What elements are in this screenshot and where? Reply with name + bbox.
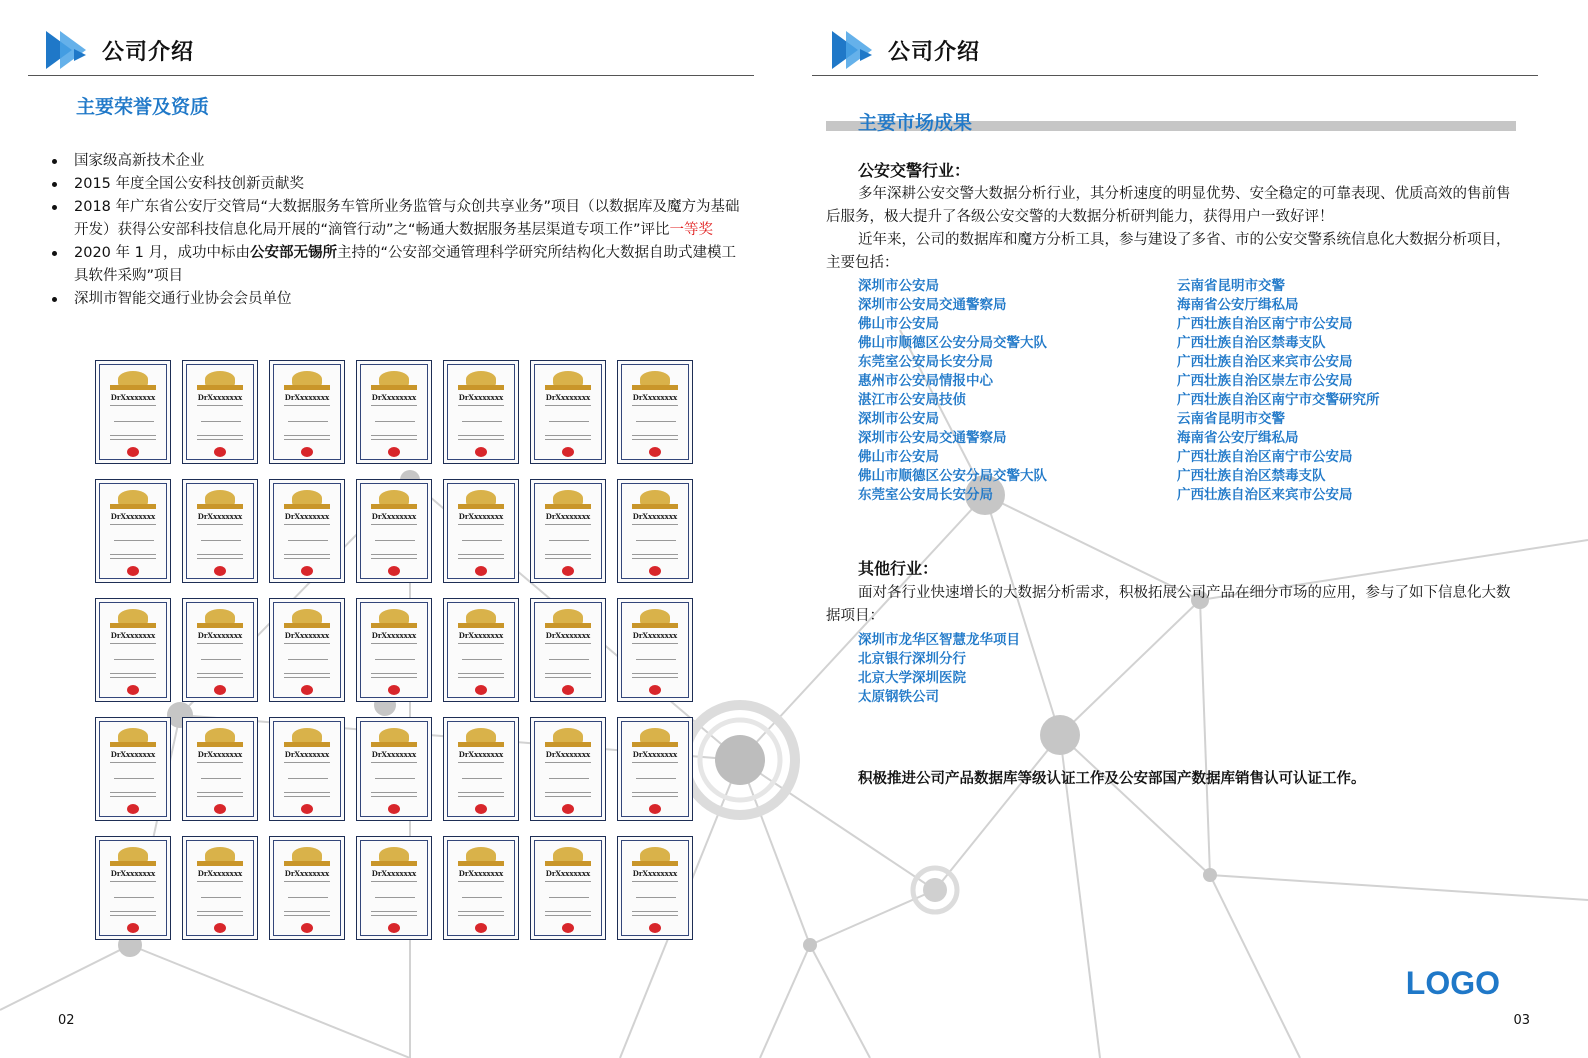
ribbon-icon <box>458 385 504 390</box>
list-item: 广西壮族自治区南宁市公安局 <box>1177 449 1353 465</box>
red-seal-icon <box>649 566 661 576</box>
ribbon-icon <box>110 623 156 628</box>
certificate-thumbnail <box>617 479 693 583</box>
certificate-grid <box>95 360 695 940</box>
right-page <box>794 0 1588 1058</box>
ribbon-icon <box>545 385 591 390</box>
ribbon-icon <box>545 742 591 747</box>
ribbon-icon <box>632 861 678 866</box>
red-seal-icon <box>214 447 226 457</box>
section-title-honors: 主要荣誉及资质 <box>76 96 210 118</box>
closing-statement: 积极推进公司产品数据库等级认证工作及公安部国产数据库销售认可认证工作。 <box>858 771 1366 787</box>
red-seal-icon <box>388 566 400 576</box>
ribbon-icon <box>632 504 678 509</box>
other-heading: 其他行业： <box>858 559 939 578</box>
certificate-thumbnail <box>443 717 519 821</box>
red-seal-icon <box>562 804 574 814</box>
red-seal-icon <box>301 685 313 695</box>
certificate-thumbnail <box>182 479 258 583</box>
ribbon-icon <box>284 385 330 390</box>
red-seal-icon <box>127 804 139 814</box>
certificate-name: DrXxxxxxxx <box>197 512 243 521</box>
police-client-list-left <box>858 277 1047 505</box>
certificate-thumbnail <box>182 717 258 821</box>
certificate-name: DrXxxxxxxx <box>110 631 156 640</box>
certificate-thumbnail <box>617 717 693 821</box>
list-item: 广西壮族自治区南宁市公安局 <box>1177 316 1353 332</box>
certificate-thumbnail <box>356 479 432 583</box>
certificate-thumbnail <box>530 598 606 702</box>
award-highlight: 一等奖 <box>669 222 714 238</box>
list-item: 云南省昆明市交警 <box>1177 411 1285 427</box>
list-item: 云南省昆明市交警 <box>1177 278 1285 294</box>
page-number-left: 02 <box>58 1013 75 1028</box>
list-item: 佛山市公安局 <box>858 449 939 465</box>
ribbon-icon <box>371 742 417 747</box>
list-item: 海南省公安厅缉私局 <box>1177 430 1299 446</box>
red-seal-icon <box>562 685 574 695</box>
honor-item: 2015 年度全国公安科技创新贡献奖 <box>50 173 740 196</box>
certificate-thumbnail <box>269 836 345 940</box>
certificate-thumbnail <box>617 836 693 940</box>
red-seal-icon <box>475 685 487 695</box>
ribbon-icon <box>545 623 591 628</box>
play-arrow-logo-icon <box>46 31 90 69</box>
certificate-thumbnail <box>356 360 432 464</box>
header-divider <box>28 75 754 76</box>
ribbon-icon <box>632 623 678 628</box>
certificate-name: DrXxxxxxxx <box>545 512 591 521</box>
list-item: 湛江市公安局技侦 <box>858 392 966 408</box>
bold-highlight: 公安部无锡所 <box>249 245 337 261</box>
certificate-thumbnail <box>617 360 693 464</box>
red-seal-icon <box>214 566 226 576</box>
certificate-thumbnail <box>356 598 432 702</box>
ribbon-icon <box>545 504 591 509</box>
list-item: 东莞室公安局长安分局 <box>858 487 993 503</box>
list-item: 广西壮族自治区南宁市交警研究所 <box>1177 392 1380 408</box>
company-logo: LOGO <box>1405 965 1500 1001</box>
list-item: 广西壮族自治区来宾市公安局 <box>1177 354 1353 370</box>
honors-list <box>50 150 740 311</box>
certificate-name: DrXxxxxxxx <box>284 750 330 759</box>
list-item: 广西壮族自治区禁毒支队 <box>1177 468 1326 484</box>
other-client-list <box>858 631 1020 707</box>
ribbon-icon <box>632 742 678 747</box>
list-item: 北京大学深圳医院 <box>858 670 966 686</box>
certificate-thumbnail <box>356 836 432 940</box>
certificate-name: DrXxxxxxxx <box>284 869 330 878</box>
ribbon-icon <box>110 504 156 509</box>
red-seal-icon <box>301 923 313 933</box>
red-seal-icon <box>214 804 226 814</box>
red-seal-icon <box>562 923 574 933</box>
certificate-thumbnail <box>182 360 258 464</box>
red-seal-icon <box>127 566 139 576</box>
list-item: 佛山市顺德区公安分局交警大队 <box>858 335 1047 351</box>
certificate-name: DrXxxxxxxx <box>284 393 330 402</box>
certificate-name: DrXxxxxxxx <box>197 631 243 640</box>
certificate-name: DrXxxxxxxx <box>110 869 156 878</box>
red-seal-icon <box>475 804 487 814</box>
ribbon-icon <box>371 861 417 866</box>
red-seal-icon <box>475 923 487 933</box>
red-seal-icon <box>127 923 139 933</box>
certificate-thumbnail <box>443 598 519 702</box>
ribbon-icon <box>458 623 504 628</box>
red-seal-icon <box>388 804 400 814</box>
certificate-name: DrXxxxxxxx <box>632 750 678 759</box>
certificate-name: DrXxxxxxxx <box>197 869 243 878</box>
certificate-thumbnail <box>95 598 171 702</box>
certificate-name: DrXxxxxxxx <box>371 750 417 759</box>
ribbon-icon <box>197 504 243 509</box>
honor-item: 国家级高新技术企业 <box>50 150 740 173</box>
red-seal-icon <box>127 685 139 695</box>
list-item: 佛山市顺德区公安分局交警大队 <box>858 468 1047 484</box>
honor-item: 2020 年 1 月，成功中标由公安部无锡所主持的“公安部交通管理科学研究所结构化大数据自助式建模工具软件采购”项目 <box>50 242 740 288</box>
certificate-thumbnail <box>95 717 171 821</box>
certificate-name: DrXxxxxxxx <box>545 393 591 402</box>
police-paragraph-2: 近年来，公司的数据库和魔方分析工具，参与建设了多省、市的公安交警系统信息化大数据分析项目，主要包括： <box>826 232 1511 271</box>
certificate-thumbnail <box>530 479 606 583</box>
ribbon-icon <box>371 385 417 390</box>
certificate-thumbnail <box>617 598 693 702</box>
list-item: 太原钢铁公司 <box>858 689 939 705</box>
header-divider <box>812 75 1538 76</box>
red-seal-icon <box>475 566 487 576</box>
certificate-name: DrXxxxxxxx <box>284 512 330 521</box>
certificate-thumbnail <box>443 479 519 583</box>
certificate-name: DrXxxxxxxx <box>545 750 591 759</box>
certificate-name: DrXxxxxxxx <box>632 393 678 402</box>
ribbon-icon <box>632 385 678 390</box>
red-seal-icon <box>214 685 226 695</box>
section-title-market: 主要市场成果 <box>858 112 973 134</box>
list-item: 深圳市公安局 <box>858 411 939 427</box>
certificate-name: DrXxxxxxxx <box>545 869 591 878</box>
left-header <box>46 30 194 70</box>
red-seal-icon <box>388 447 400 457</box>
certificate-thumbnail <box>182 836 258 940</box>
certificate-thumbnail <box>530 360 606 464</box>
certificate-thumbnail <box>269 479 345 583</box>
list-item: 深圳市公安局交通警察局 <box>858 430 1007 446</box>
certificate-name: DrXxxxxxxx <box>371 631 417 640</box>
certificate-thumbnail <box>356 717 432 821</box>
certificate-name: DrXxxxxxxx <box>371 393 417 402</box>
certificate-thumbnail <box>95 479 171 583</box>
other-paragraph: 面对各行业快速增长的大数据分析需求，积极拓展公司产品在细分市场的应用，参与了如下信息化大数据项目： <box>826 585 1511 624</box>
ribbon-icon <box>284 623 330 628</box>
ribbon-icon <box>197 742 243 747</box>
certificate-name: DrXxxxxxxx <box>545 631 591 640</box>
ribbon-icon <box>458 742 504 747</box>
certificate-name: DrXxxxxxxx <box>632 869 678 878</box>
certificate-thumbnail <box>269 598 345 702</box>
police-heading: 公安交警行业： <box>858 161 971 180</box>
red-seal-icon <box>649 923 661 933</box>
certificate-name: DrXxxxxxxx <box>371 512 417 521</box>
ribbon-icon <box>197 861 243 866</box>
certificate-name: DrXxxxxxxx <box>458 750 504 759</box>
certificate-name: DrXxxxxxxx <box>632 631 678 640</box>
certificate-name: DrXxxxxxxx <box>110 512 156 521</box>
certificate-thumbnail <box>443 836 519 940</box>
list-item: 深圳市公安局交通警察局 <box>858 297 1007 313</box>
play-arrow-logo-icon <box>832 31 876 69</box>
list-item: 惠州市公安局情报中心 <box>858 373 993 389</box>
red-seal-icon <box>301 804 313 814</box>
red-seal-icon <box>301 566 313 576</box>
red-seal-icon <box>388 685 400 695</box>
certificate-name: DrXxxxxxxx <box>371 869 417 878</box>
certificate-thumbnail <box>95 360 171 464</box>
red-seal-icon <box>562 447 574 457</box>
list-item: 深圳市龙华区智慧龙华项目 <box>858 632 1020 648</box>
page-number-right: 03 <box>1513 1013 1530 1028</box>
honor-item: 深圳市智能交通行业协会会员单位 <box>50 288 740 311</box>
certificate-name: DrXxxxxxxx <box>197 750 243 759</box>
list-item: 广西壮族自治区崇左市公安局 <box>1177 373 1353 389</box>
list-item: 佛山市公安局 <box>858 316 939 332</box>
red-seal-icon <box>214 923 226 933</box>
honor-item: 2018 年广东省公安厅交管局“大数据服务车管所业务监管与众创共享业务”项目（以数据库及魔方为基础开发）获得公安部科技信息化局开展的“滴管行动”之“畅通大数据服务基层渠道专项工作”评比一等奖 <box>50 196 740 242</box>
red-seal-icon <box>649 447 661 457</box>
certificate-name: DrXxxxxxxx <box>197 393 243 402</box>
ribbon-icon <box>545 861 591 866</box>
red-seal-icon <box>388 923 400 933</box>
certificate-thumbnail <box>530 836 606 940</box>
ribbon-icon <box>371 504 417 509</box>
ribbon-icon <box>110 385 156 390</box>
certificate-name: DrXxxxxxxx <box>458 631 504 640</box>
list-item: 北京银行深圳分行 <box>858 651 966 667</box>
certificate-name: DrXxxxxxxx <box>458 512 504 521</box>
ribbon-icon <box>458 504 504 509</box>
certificate-name: DrXxxxxxxx <box>110 750 156 759</box>
certificate-thumbnail <box>269 360 345 464</box>
page-title: 公司介绍 <box>102 39 195 65</box>
certificate-thumbnail <box>443 360 519 464</box>
certificate-thumbnail <box>182 598 258 702</box>
list-item: 深圳市公安局 <box>858 278 939 294</box>
red-seal-icon <box>301 447 313 457</box>
ribbon-icon <box>458 861 504 866</box>
certificate-name: DrXxxxxxxx <box>458 393 504 402</box>
list-item: 东莞室公安局长安分局 <box>858 354 993 370</box>
certificate-name: DrXxxxxxxx <box>110 393 156 402</box>
police-paragraph-1: 多年深耕公安交警大数据分析行业，其分析速度的明显优势、安全稳定的可靠表现、优质高效的售前售后服务，极大提升了各级公安交警的大数据分析研判能力，获得用户一致好评！ <box>826 186 1511 225</box>
ribbon-icon <box>110 742 156 747</box>
certificate-name: DrXxxxxxxx <box>458 869 504 878</box>
ribbon-icon <box>284 861 330 866</box>
ribbon-icon <box>371 623 417 628</box>
certificate-thumbnail <box>530 717 606 821</box>
ribbon-icon <box>284 742 330 747</box>
certificate-name: DrXxxxxxxx <box>284 631 330 640</box>
ribbon-icon <box>110 861 156 866</box>
list-item: 海南省公安厅缉私局 <box>1177 297 1299 313</box>
right-header <box>832 30 980 70</box>
certificate-thumbnail <box>95 836 171 940</box>
red-seal-icon <box>649 804 661 814</box>
ribbon-icon <box>197 385 243 390</box>
page-title: 公司介绍 <box>888 39 981 65</box>
list-item: 广西壮族自治区禁毒支队 <box>1177 335 1326 351</box>
certificate-name: DrXxxxxxxx <box>632 512 678 521</box>
police-client-list-right <box>1177 277 1380 505</box>
ribbon-icon <box>197 623 243 628</box>
red-seal-icon <box>127 447 139 457</box>
list-item: 广西壮族自治区来宾市公安局 <box>1177 487 1353 503</box>
red-seal-icon <box>475 447 487 457</box>
ribbon-icon <box>284 504 330 509</box>
red-seal-icon <box>562 566 574 576</box>
certificate-thumbnail <box>269 717 345 821</box>
red-seal-icon <box>649 685 661 695</box>
